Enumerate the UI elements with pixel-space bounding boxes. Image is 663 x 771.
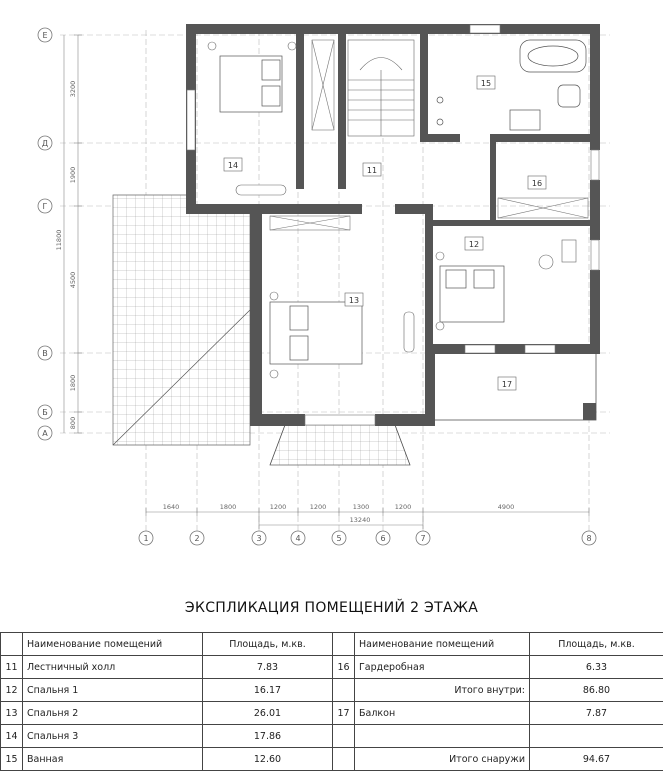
col-dim-3: 1200	[270, 503, 287, 511]
axis-label-V: В	[42, 349, 48, 358]
staircase	[348, 40, 414, 136]
axis-label-6: 6	[380, 534, 385, 543]
axis-label-1: 1	[143, 534, 148, 543]
axis-label-8: 8	[586, 534, 591, 543]
col-dim-5: 1300	[353, 503, 370, 511]
room-tag-14: 14	[228, 161, 238, 170]
header-name-2: Наименование помещений	[355, 633, 530, 656]
col-dim-1: 1640	[163, 503, 180, 511]
room-tag-15: 15	[481, 79, 491, 88]
header-area-1: Площадь, м.кв.	[203, 633, 333, 656]
col-dim-6: 1200	[395, 503, 412, 511]
axis-label-A: А	[42, 429, 48, 438]
axis-label-3: 3	[256, 534, 261, 543]
roof-tiles-left	[113, 195, 250, 445]
table-row: 14 Спальня 3 17.86	[1, 725, 663, 748]
table-row: 12 Спальня 1 16.17 Итого внутри: 86.80	[1, 679, 663, 702]
row-dim-5: 800	[69, 417, 77, 429]
axis-label-4: 4	[295, 534, 300, 543]
col-dim-2: 1800	[220, 503, 237, 511]
row-dim-1: 3200	[69, 81, 77, 98]
axis-label-B: Б	[42, 408, 48, 417]
axis-label-2: 2	[194, 534, 199, 543]
col-dim-total: 13240	[350, 516, 371, 524]
row-dim-2: 1900	[69, 167, 77, 184]
roof-tiles-entrance	[270, 425, 410, 465]
row-dim-total: 11800	[55, 230, 63, 251]
header-name-1: Наименование помещений	[23, 633, 203, 656]
room-tag-16: 16	[532, 179, 542, 188]
axis-label-5: 5	[336, 534, 341, 543]
axis-label-E: Е	[42, 31, 47, 40]
table-row: 13 Спальня 2 26.01 17 Балкон 7.87	[1, 702, 663, 725]
room-tag-12: 12	[469, 240, 479, 249]
header-area-2: Площадь, м.кв.	[530, 633, 663, 656]
bath-fixtures	[437, 40, 586, 130]
row-axis-markers	[38, 28, 52, 440]
row-dim-4: 1800	[69, 375, 77, 392]
room-tag-11: 11	[367, 166, 377, 175]
room-tag-17: 17	[502, 380, 512, 389]
table-row: 11 Лестничный холл 7.83 16 Гардеробная 6.33	[1, 656, 663, 679]
col-dim-7: 4900	[498, 503, 515, 511]
bed-13	[270, 302, 362, 364]
axis-label-7: 7	[420, 534, 425, 543]
explication-table	[0, 632, 663, 771]
room-tag-13: 13	[349, 296, 359, 305]
col-dim-4: 1200	[310, 503, 327, 511]
axis-label-G: Г	[43, 202, 48, 211]
explication-title: ЭКСПЛИКАЦИЯ ПОМЕЩЕНИЙ 2 ЭТАЖА	[0, 600, 663, 616]
table-row: 15 Ванная 12.60 Итого снаружи 94.67	[1, 748, 663, 771]
table-header-row	[1, 633, 663, 656]
col-axis-markers	[139, 531, 596, 545]
axis-label-D: Д	[42, 139, 48, 148]
row-dim-3: 4500	[69, 272, 77, 289]
